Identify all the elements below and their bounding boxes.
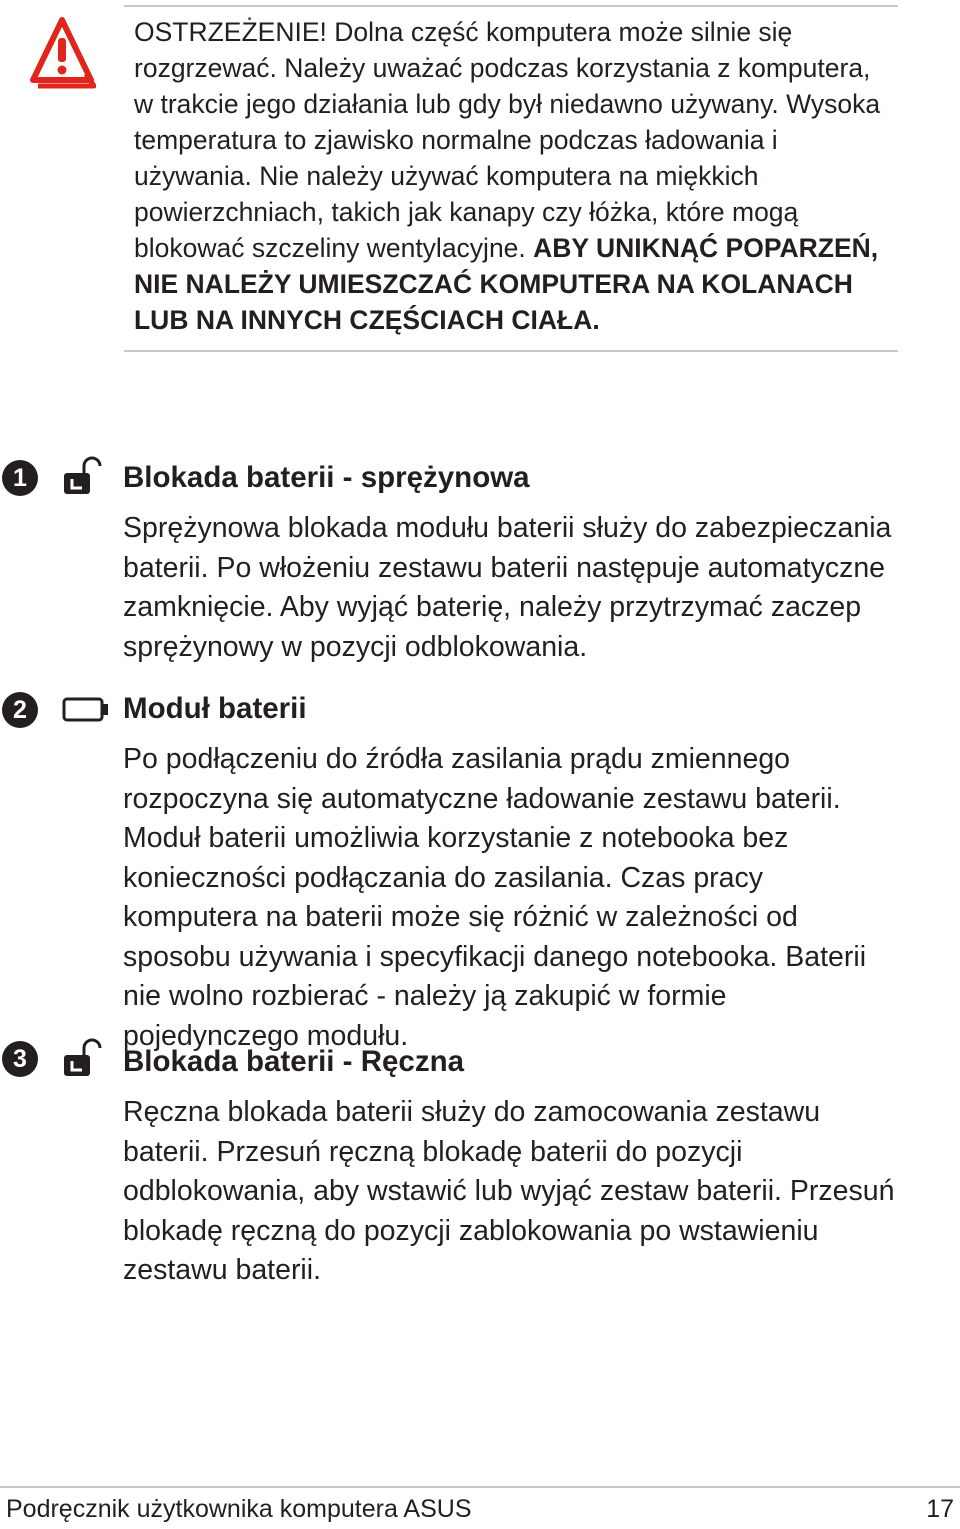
item-1-body: Sprężynowa blokada modułu baterii służy do zabezpieczania baterii. Po włożeniu zestawu baterii następuje automatyczne zamknięcie. Aby wyjąć baterię, należy przytrzymać zaczep sprężynowy w pozycji odblokowania. bbox=[123, 512, 892, 663]
warning-triangle-icon bbox=[28, 14, 96, 92]
page-number: 17 bbox=[926, 1495, 954, 1523]
warning-text bbox=[134, 14, 894, 338]
item-number-2: 2 bbox=[2, 692, 38, 728]
unlock-icon bbox=[62, 1038, 102, 1078]
item-2-body: Po podłączeniu do źródła zasilania prądu zmiennego rozpoczyna się automatyczne ładowanie zestawu baterii. Moduł baterii umożliwia korzystanie z notebooka bez konieczności podłączania do zasilania. Czas pracy komputera na baterii może się różnić w zależności od sposobu używania i specyfikacji danego notebooka. Baterii nie wolno rozbierać - należy ją zakupić w formie pojedynczego modułu. bbox=[123, 743, 867, 1052]
item-3-body: Ręczna blokada baterii służy do zamocowania zestawu baterii. Przesuń ręczną blokadę baterii do pozycji odblokowania, aby wstawić lub wyjąć zestaw baterii. Przesuń blokadę ręczną do pozycji zablokowania po wstawieniu zestawu baterii. bbox=[123, 1096, 895, 1286]
unlock-icon bbox=[62, 456, 102, 496]
footer-title: Podręcznik użytkownika komputera ASUS bbox=[6, 1495, 472, 1523]
item-number-3: 3 bbox=[2, 1041, 38, 1077]
item-number-1: 1 bbox=[2, 460, 38, 496]
item-1-title: Blokada baterii - sprężynowa bbox=[123, 461, 530, 494]
warning-top-rule bbox=[124, 5, 898, 7]
warning-bottom-rule bbox=[124, 350, 898, 352]
warning-text-normal: OSTRZEŻENIE! Dolna część komputera może silnie się rozgrzewać. Należy uważać podczas korzystania z komputera, w trakcie jego działania lub gdy był niedawno używany. Wysoka temperatura to zjawisko normalne podczas ładowania i używania. Nie należy używać komputera na miękkich powierzchniach, takich jak kanapy czy łóżka, które mogą blokować szczeliny wentylacyjne. bbox=[134, 17, 881, 263]
footer-rule bbox=[0, 1486, 960, 1488]
warning-text-caps: ABY UNIKNĄĆ POPARZEŃ, NIE NALEŻY UMIESZCZAĆ KOMPUTERA NA KOLANACH LUB NA INNYCH CZĘŚCIACH CIAŁA. bbox=[134, 233, 879, 335]
item-3-title: Blokada baterii - Ręczna bbox=[123, 1045, 464, 1078]
item-2-title: Moduł baterii bbox=[123, 692, 307, 725]
battery-icon bbox=[62, 696, 110, 724]
